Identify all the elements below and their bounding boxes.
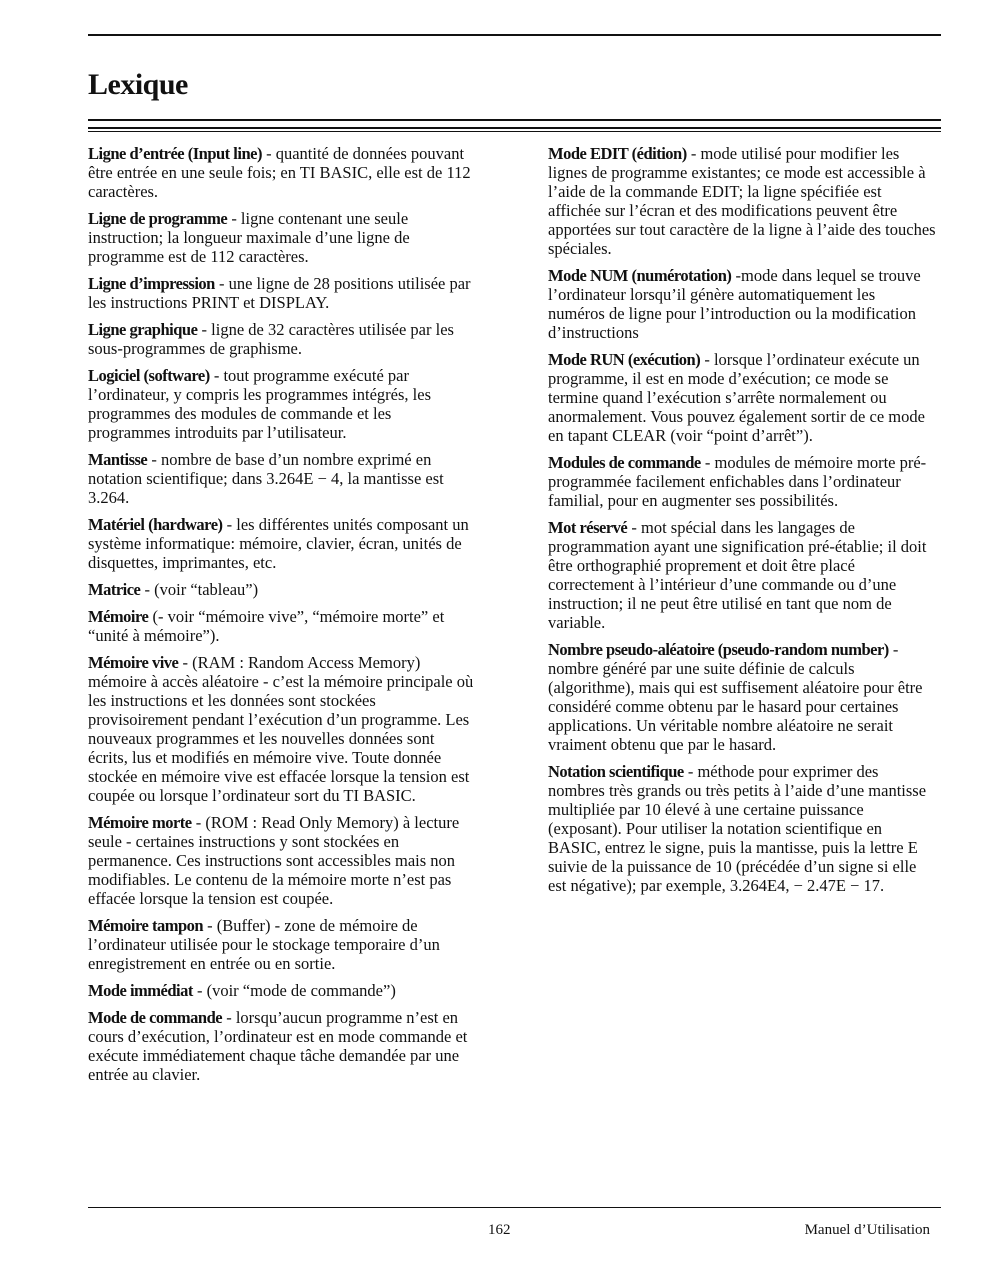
glossary-entry [548,266,936,342]
glossary-term: Mémoire tampon [88,916,204,935]
page-number: 162 [488,1222,511,1238]
glossary-entry [548,518,936,632]
glossary-definition: - ligne de 32 caractères utilisée par les sous-programmes de graphisme. [88,320,454,358]
glossary-definition: - une ligne de 28 positions utilisée par les instructions PRINT et DISPLAY. [88,274,471,312]
glossary-definition: - (RAM : Random Access Memory) mémoire à accès aléatoire - c’est la mémoire principale où les instructions et les données sont stockées provisoirement pendant l’exécution d’un programme. Les nouveaux programmes et les nouvelles données sont écrits, lus et modifiés en mémoire vive. Toute donnée stockée en mémoire vive est effacée lorsque la tension est coupée ou lorsque l’ordinateur sort du TI BASIC. [88,653,474,805]
page-title: Lexique [88,68,188,101]
glossary-definition: - méthode pour exprimer des nombres très grands ou très petits à l’aide d’une mantisse multipliée par 10 élevé à une certaine puissance (exposant). Pour utiliser la notation scientifique en BASIC, entrez le signe, puis la mantisse, puis la lettre E suivie de la puissance de 10 (précédée d’un signe si elle est négative); par exemple, 3.264E4, − 2.47E − 17. [548,762,927,895]
footer-rule [88,1207,941,1208]
glossary-definition: - lorsqu’aucun programme n’est en cours d’exécution, l’ordinateur est en mode commande et exécute immédiatement chaque tâche demandée par une entrée au clavier. [88,1008,468,1084]
glossary-definition: - mot spécial dans les langages de programmation ayant une signification pré-établie; il doit être orthographié proprement et doit être placé correctement à l’intérieur d’une commande ou d’une instruction; il ne peut être utilisé en tant que nom de variable. [548,518,927,632]
glossary-term: Mémoire vive [88,653,179,672]
title-double-rule [88,119,941,129]
glossary-term: Notation scientifique [548,762,684,781]
glossary-entry [88,274,476,312]
glossary-definition: - modules de mémoire morte pré-programmée facilement enfichables dans l’ordinateur familial, pour en augmenter ses possibilités. [548,453,927,510]
glossary-entry [88,1008,476,1084]
glossary-definition: - quantité de données pouvant être entrée en une seule fois; en TI BASIC, elle est de 112 caractères. [88,144,471,201]
glossary-term: Logiciel (software) [88,366,210,385]
glossary-term: Mot réservé [548,518,628,537]
glossary-entry [88,653,476,805]
glossary-term: Mantisse [88,450,148,469]
glossary-entry [88,916,476,973]
glossary-entry [88,366,476,442]
glossary-term: Ligne d’entrée (Input line) [88,144,262,163]
footer-title: Manuel d’Utilisation [804,1222,930,1238]
glossary-entry [548,762,936,895]
left-column [88,144,476,1092]
glossary-entry [548,144,936,258]
glossary-term: Ligne d’impression [88,274,215,293]
glossary-definition: - (Buffer) - zone de mémoire de l’ordinateur utilisée pour le stockage temporaire d’un enregistrement en entrée ou en sortie. [88,916,440,973]
glossary-entry [88,320,476,358]
glossary-definition: - mode utilisé pour modifier les lignes de programme existantes; ce mode est accessible à l’aide de la commande EDIT; la ligne spécifiée est affichée sur l’écran et des modifications peuvent être apportées sur tout caractère de la ligne à l’aide des touches spéciales. [548,144,936,258]
glossary-entry [88,209,476,266]
glossary-entry [88,813,476,908]
glossary-definition: (- voir “mémoire vive”, “mémoire morte” et “unité à mémoire”). [88,607,445,645]
glossary-definition: - (voir “mode de commande”) [192,981,396,1000]
glossary-definition: - (voir “tableau”) [140,580,259,599]
glossary-definition: - (ROM : Read Only Memory) à lecture seule - certaines instructions y sont stockées en permanence. Ces instructions sont accessibles mais non modifiables. Le contenu de la mémoire morte n’est pas effacée lorsque la tension est coupée. [88,813,460,908]
glossary-term: Mémoire [88,607,149,626]
glossary-entry [88,580,476,599]
glossary-term: Mode immédiat [88,981,193,1000]
glossary-term: Mémoire morte [88,813,192,832]
glossary-term: Matrice [88,580,141,599]
glossary-term: Ligne graphique [88,320,198,339]
glossary-definition: - tout programme exécuté par l’ordinateur, y compris les programmes intégrés, les programmes des modules de commande et les programmes introduits par l’utilisateur. [88,366,431,442]
glossary-entry [88,144,476,201]
glossary-term: Ligne de programme [88,209,228,228]
glossary-entry [88,981,476,1000]
title-underline-rule [88,131,941,132]
right-column [548,144,936,903]
glossary-definition: -mode dans lequel se trouve l’ordinateur lorsqu’il génère automatiquement les numéros de ligne pour l’introduction ou la modification d’instructions [548,266,921,342]
glossary-term: Mode RUN (exécution) [548,350,701,369]
glossary-definition: - nombre de base d’un nombre exprimé en notation scientifique; dans 3.264E − 4, la mantisse est 3.264. [88,450,444,507]
top-rule [88,34,941,36]
glossary-entry [548,453,936,510]
glossary-term: Mode NUM (numérotation) [548,266,732,285]
glossary-definition: - ligne contenant une seule instruction; la longueur maximale d’une ligne de programme est de 112 caractères. [88,209,410,266]
glossary-entry [548,350,936,445]
glossary-definition: - nombre généré par une suite définie de calculs (algorithme), mais qui est suffisement aléatoire pour être considéré comme obtenu par le hasard pour certaines applications. Un véritable nombre aléatoire ne serait vraiment obtenu que par le hasard. [548,640,923,754]
glossary-entry [88,515,476,572]
glossary-definition: - lorsque l’ordinateur exécute un programme, il est en mode d’exécution; ce mode se termine quand l’exécution s’arrête normalement ou anormalement. Vous pouvez également sortir de ce mode en tapant CLEAR (voir “point d’arrêt”). [548,350,925,445]
glossary-entry [88,450,476,507]
glossary-term: Matériel (hardware) [88,515,223,534]
glossary-term: Mode EDIT (édition) [548,144,687,163]
glossary-term: Modules de commande [548,453,701,472]
glossary-entry [88,607,476,645]
glossary-entry [548,640,936,754]
glossary-term: Nombre pseudo-aléatoire (pseudo-random number) [548,640,889,659]
glossary-definition: - les différentes unités composant un système informatique: mémoire, clavier, écran, unités de disquettes, imprimantes, etc. [88,515,469,572]
glossary-term: Mode de commande [88,1008,223,1027]
